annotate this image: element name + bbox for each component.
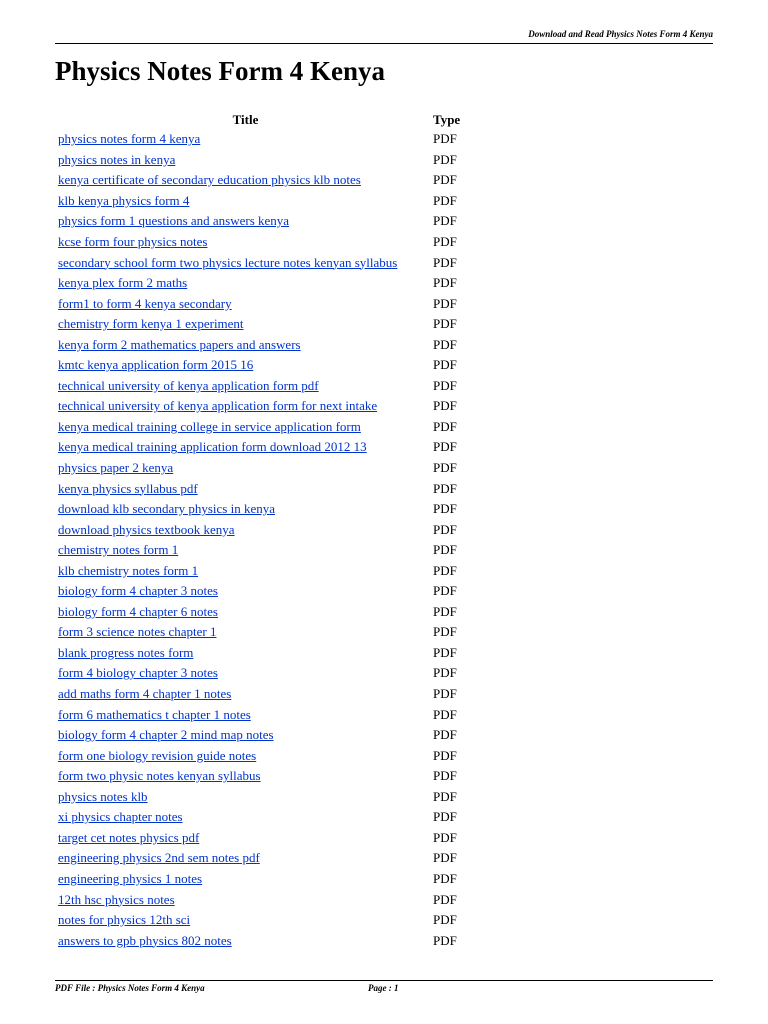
title-cell bbox=[58, 378, 433, 394]
title-link[interactable]: biology form 4 chapter 2 mind map notes bbox=[58, 727, 274, 743]
title-cell bbox=[58, 830, 433, 846]
type-cell: PDF bbox=[433, 624, 457, 640]
type-cell: PDF bbox=[433, 870, 457, 886]
table-row bbox=[58, 211, 493, 232]
title-link[interactable]: notes for physics 12th sci bbox=[58, 912, 191, 928]
table-row bbox=[58, 540, 493, 561]
table-row bbox=[58, 437, 493, 458]
table-row bbox=[58, 930, 493, 951]
title-cell bbox=[58, 850, 433, 866]
title-link[interactable]: kmtc kenya application form 2015 16 bbox=[58, 357, 254, 373]
table-row bbox=[58, 191, 493, 212]
title-link[interactable]: form one biology revision guide notes bbox=[58, 747, 257, 763]
title-link[interactable]: chemistry form kenya 1 experiment bbox=[58, 316, 244, 332]
type-cell: PDF bbox=[433, 686, 457, 702]
title-link[interactable]: form 6 mathematics t chapter 1 notes bbox=[58, 706, 251, 722]
table-row bbox=[58, 560, 493, 581]
type-cell: PDF bbox=[433, 418, 457, 434]
title-link[interactable]: technical university of kenya application form for next intake bbox=[58, 398, 378, 414]
title-cell bbox=[58, 213, 433, 229]
title-cell bbox=[58, 172, 433, 188]
table-row bbox=[58, 745, 493, 766]
title-link[interactable]: 12th hsc physics notes bbox=[58, 891, 175, 907]
title-cell bbox=[58, 255, 433, 271]
title-cell bbox=[58, 419, 433, 435]
title-link[interactable]: physics notes form 4 kenya bbox=[58, 131, 201, 147]
table-row bbox=[58, 848, 493, 869]
footer-divider bbox=[55, 980, 713, 981]
type-cell: PDF bbox=[433, 172, 457, 188]
type-cell: PDF bbox=[433, 398, 457, 414]
title-link[interactable]: klb kenya physics form 4 bbox=[58, 192, 190, 208]
table-row bbox=[58, 787, 493, 808]
title-cell bbox=[58, 296, 433, 312]
title-cell bbox=[58, 871, 433, 887]
table-header bbox=[58, 110, 493, 129]
title-link[interactable]: biology form 4 chapter 3 notes bbox=[58, 583, 218, 599]
title-cell bbox=[58, 604, 433, 620]
title-cell bbox=[58, 398, 433, 414]
table-row bbox=[58, 889, 493, 910]
type-cell: PDF bbox=[433, 377, 457, 393]
header-note: Download and Read Physics Notes Form 4 Kenya bbox=[528, 29, 713, 39]
title-cell bbox=[58, 748, 433, 764]
table-row bbox=[58, 417, 493, 438]
title-cell bbox=[58, 439, 433, 455]
title-link[interactable]: answers to gpb physics 802 notes bbox=[58, 932, 232, 948]
table-row bbox=[58, 581, 493, 602]
title-link[interactable]: download klb secondary physics in kenya bbox=[58, 501, 275, 517]
title-link[interactable]: form 3 science notes chapter 1 bbox=[58, 624, 217, 640]
footer-page-number: Page : 1 bbox=[368, 983, 399, 993]
title-link[interactable]: target cet notes physics pdf bbox=[58, 829, 200, 845]
table-row bbox=[58, 704, 493, 725]
title-cell bbox=[58, 665, 433, 681]
type-cell: PDF bbox=[433, 460, 457, 476]
title-cell bbox=[58, 316, 433, 332]
table-row bbox=[58, 807, 493, 828]
type-cell: PDF bbox=[433, 521, 457, 537]
table-row bbox=[58, 293, 493, 314]
type-cell: PDF bbox=[433, 357, 457, 373]
title-link[interactable]: kenya medical training college in service application form bbox=[58, 418, 361, 434]
type-cell: PDF bbox=[433, 213, 457, 229]
table-row bbox=[58, 150, 493, 171]
table-row bbox=[58, 869, 493, 890]
table-row bbox=[58, 602, 493, 623]
title-link[interactable]: biology form 4 chapter 6 notes bbox=[58, 603, 218, 619]
table-row bbox=[58, 170, 493, 191]
table-row bbox=[58, 519, 493, 540]
type-cell: PDF bbox=[433, 480, 457, 496]
title-cell bbox=[58, 624, 433, 640]
title-link[interactable]: xi physics chapter notes bbox=[58, 809, 183, 825]
column-header-type: Type bbox=[433, 111, 461, 127]
table-row bbox=[58, 725, 493, 746]
title-cell bbox=[58, 542, 433, 558]
title-link[interactable]: kenya physics syllabus pdf bbox=[58, 480, 198, 496]
type-cell: PDF bbox=[433, 932, 457, 948]
table-row bbox=[58, 376, 493, 397]
title-cell bbox=[58, 460, 433, 476]
title-link[interactable]: kenya form 2 mathematics papers and answers bbox=[58, 336, 301, 352]
title-link[interactable]: form 4 biology chapter 3 notes bbox=[58, 665, 218, 681]
type-cell: PDF bbox=[433, 603, 457, 619]
title-cell bbox=[58, 131, 433, 147]
title-cell bbox=[58, 275, 433, 291]
table-row bbox=[58, 766, 493, 787]
type-cell: PDF bbox=[433, 501, 457, 517]
title-cell bbox=[58, 809, 433, 825]
title-link[interactable]: engineering physics 1 notes bbox=[58, 870, 203, 886]
table-row bbox=[58, 314, 493, 335]
type-cell: PDF bbox=[433, 768, 457, 784]
title-link[interactable]: engineering physics 2nd sem notes pdf bbox=[58, 850, 260, 866]
title-cell bbox=[58, 707, 433, 723]
table-row bbox=[58, 910, 493, 931]
type-cell: PDF bbox=[433, 254, 457, 270]
table-row bbox=[58, 129, 493, 150]
title-link[interactable]: kenya certificate of secondary education physics klb notes bbox=[58, 172, 361, 188]
title-cell bbox=[58, 234, 433, 250]
title-link[interactable]: form two physic notes kenyan syllabus bbox=[58, 768, 261, 784]
type-cell: PDF bbox=[433, 809, 457, 825]
title-link[interactable]: kenya medical training application form download 2012 13 bbox=[58, 439, 367, 455]
type-cell: PDF bbox=[433, 151, 457, 167]
type-cell: PDF bbox=[433, 891, 457, 907]
table-row bbox=[58, 355, 493, 376]
title-link[interactable]: blank progress notes form bbox=[58, 644, 194, 660]
title-link[interactable]: form1 to form 4 kenya secondary bbox=[58, 295, 232, 311]
title-cell bbox=[58, 789, 433, 805]
title-link[interactable]: physics notes klb bbox=[58, 788, 148, 804]
title-cell bbox=[58, 481, 433, 497]
type-cell: PDF bbox=[433, 727, 457, 743]
document-title: Physics Notes Form 4 Kenya bbox=[55, 56, 385, 86]
table-row bbox=[58, 334, 493, 355]
title-cell bbox=[58, 768, 433, 784]
type-cell: PDF bbox=[433, 131, 457, 147]
type-cell: PDF bbox=[433, 192, 457, 208]
table-row bbox=[58, 478, 493, 499]
title-link[interactable]: technical university of kenya application form pdf bbox=[58, 377, 319, 393]
type-cell: PDF bbox=[433, 583, 457, 599]
type-cell: PDF bbox=[433, 850, 457, 866]
title-link[interactable]: secondary school form two physics lecture notes kenyan syllabus bbox=[58, 254, 398, 270]
results-table bbox=[58, 110, 493, 951]
title-link[interactable]: download physics textbook kenya bbox=[58, 521, 235, 537]
title-link[interactable]: physics paper 2 kenya bbox=[58, 460, 174, 476]
title-cell bbox=[58, 912, 433, 928]
table-row bbox=[58, 499, 493, 520]
table-row bbox=[58, 396, 493, 417]
title-cell bbox=[58, 357, 433, 373]
title-cell bbox=[58, 337, 433, 353]
title-link[interactable]: physics notes in kenya bbox=[58, 151, 176, 167]
type-cell: PDF bbox=[433, 562, 457, 578]
table-row bbox=[58, 663, 493, 684]
table-row bbox=[58, 252, 493, 273]
type-cell: PDF bbox=[433, 912, 457, 928]
title-link[interactable]: add maths form 4 chapter 1 notes bbox=[58, 686, 232, 702]
title-link[interactable]: kcse form four physics notes bbox=[58, 234, 208, 249]
type-cell: PDF bbox=[433, 234, 457, 249]
type-cell: PDF bbox=[433, 295, 457, 311]
table-row bbox=[58, 273, 493, 294]
type-cell: PDF bbox=[433, 644, 457, 660]
type-cell: PDF bbox=[433, 706, 457, 722]
footer-file-label: PDF File : Physics Notes Form 4 Kenya bbox=[55, 983, 205, 993]
title-cell bbox=[58, 583, 433, 599]
table-row bbox=[58, 622, 493, 643]
table-body bbox=[58, 129, 493, 951]
title-link[interactable]: chemistry notes form 1 bbox=[58, 542, 179, 558]
title-cell bbox=[58, 686, 433, 702]
type-cell: PDF bbox=[433, 275, 457, 291]
type-cell: PDF bbox=[433, 439, 457, 455]
type-cell: PDF bbox=[433, 829, 457, 845]
type-cell: PDF bbox=[433, 747, 457, 763]
column-header-title: Title bbox=[232, 111, 259, 127]
title-link[interactable]: physics form 1 questions and answers kenya bbox=[58, 213, 290, 229]
title-cell bbox=[58, 152, 433, 168]
table-row bbox=[58, 828, 493, 849]
title-cell bbox=[58, 193, 433, 209]
type-cell: PDF bbox=[433, 788, 457, 804]
table-row bbox=[58, 232, 493, 253]
title-cell bbox=[58, 727, 433, 743]
title-link[interactable]: klb chemistry notes form 1 bbox=[58, 562, 199, 578]
table-row bbox=[58, 458, 493, 479]
title-cell bbox=[58, 501, 433, 517]
title-link[interactable]: kenya plex form 2 maths bbox=[58, 275, 188, 291]
title-cell bbox=[58, 645, 433, 661]
title-cell bbox=[58, 563, 433, 579]
table-row bbox=[58, 643, 493, 664]
table-row bbox=[58, 684, 493, 705]
type-cell: PDF bbox=[433, 665, 457, 681]
title-cell bbox=[58, 933, 433, 949]
type-cell: PDF bbox=[433, 542, 457, 558]
type-cell: PDF bbox=[433, 336, 457, 352]
type-cell: PDF bbox=[433, 316, 457, 332]
title-cell bbox=[58, 892, 433, 908]
title-cell bbox=[58, 522, 433, 538]
header-divider bbox=[55, 43, 713, 44]
